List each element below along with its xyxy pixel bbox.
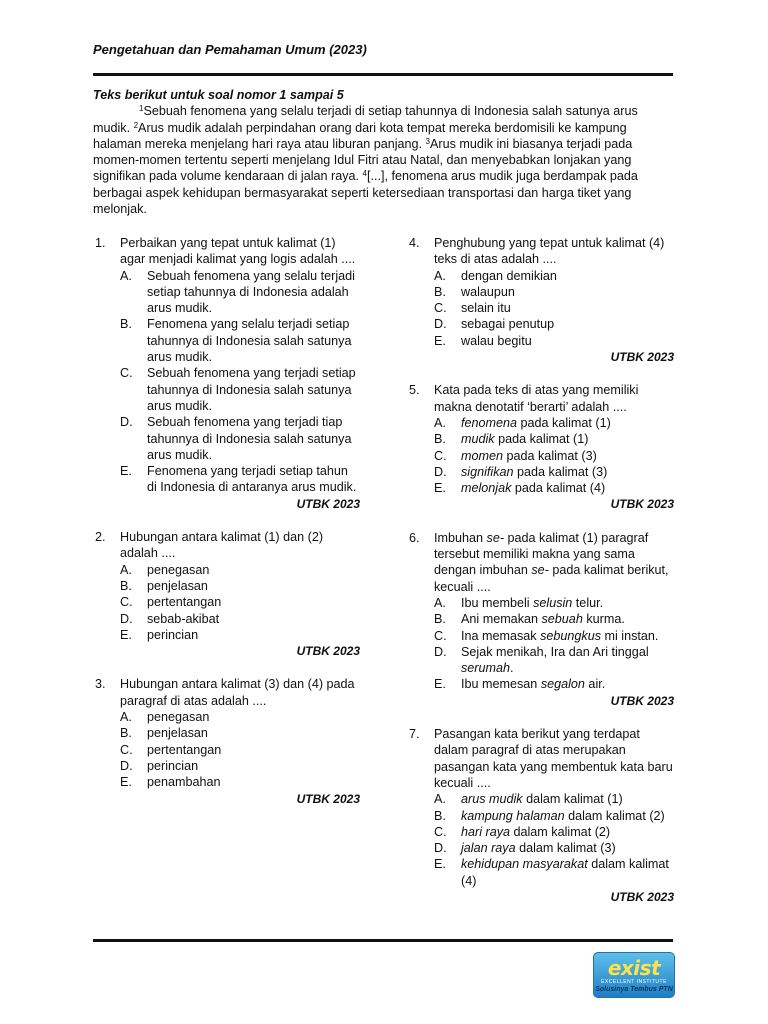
option-letter: A. <box>434 792 446 807</box>
passage-sentence-4: [...], fenomena arus mudik juga berdampak pada berbagai aspek kehidupan bermasyarakat seperti ketersediaan transportasi dan harga tiket yang melonjak. <box>93 169 638 217</box>
option-keyword: jalan raya <box>461 841 516 856</box>
option-letter: B. <box>120 726 132 741</box>
option-keyword: sebuah <box>541 612 583 627</box>
option-c[interactable] <box>434 448 674 464</box>
question-stem: Hubungan antara kalimat (3) dan (4) pada paragraf di atas adalah .... <box>120 677 355 708</box>
option-text: . <box>510 661 514 676</box>
option-c[interactable] <box>120 365 360 414</box>
option-text: pada kalimat (3) <box>513 464 608 479</box>
option-text: pertentangan <box>147 742 222 757</box>
question-stem: Pasangan kata berikut yang terdapat dalam paragraf di atas merupakan pasangan kata yang membentuk kata baru kecuali .... <box>434 727 673 790</box>
option-text: dalam kalimat (3) <box>515 841 616 856</box>
option-text: penambahan <box>147 775 221 790</box>
question-source: UTBK 2023 <box>610 497 674 512</box>
passage-sentence-1: Sebuah fenomena yang selalu terjadi di setiap tahunnya di Indonesia salah satunya arus mudik. <box>93 104 638 135</box>
option-letter: D. <box>120 611 133 626</box>
option-text: Ani memakan <box>461 612 542 627</box>
option-letter: E. <box>120 464 132 479</box>
question-number: 5. <box>409 383 420 398</box>
option-list <box>120 268 360 496</box>
option-text: walau begitu <box>461 333 532 348</box>
question-7 <box>409 726 674 905</box>
option-keyword: serumah <box>461 661 510 676</box>
option-text: dalam kalimat (4) <box>461 857 669 888</box>
question-6 <box>409 530 674 709</box>
option-letter: D. <box>434 841 447 856</box>
option-letter: E. <box>434 857 446 872</box>
exist-logo <box>593 952 675 998</box>
option-text: penjelasan <box>147 578 208 593</box>
option-e[interactable] <box>434 480 674 496</box>
option-letter: D. <box>434 644 447 659</box>
option-letter: E. <box>434 481 446 496</box>
option-c[interactable] <box>120 594 360 610</box>
option-list <box>434 415 674 496</box>
option-letter: D. <box>434 464 447 479</box>
option-letter: C. <box>120 595 133 610</box>
option-letter: C. <box>120 366 133 381</box>
sentence-number-3: 3 <box>425 136 430 146</box>
option-keyword: hari raya <box>461 824 510 839</box>
passage-body <box>93 103 673 217</box>
logo-subtitle: EXCELLENT INSTITUTE <box>601 979 667 985</box>
option-keyword: fenomena <box>461 415 518 430</box>
question-stem: Penghubung yang tepat untuk kalimat (4) teks di atas adalah .... <box>434 236 665 267</box>
option-e[interactable] <box>434 333 674 349</box>
question-number: 7. <box>409 727 420 742</box>
option-text: Ina memasak <box>461 628 541 643</box>
option-b[interactable] <box>120 725 360 741</box>
sentence-number-1: 1 <box>139 104 144 114</box>
stem-affix: se- <box>531 563 549 578</box>
footer-divider <box>93 939 673 942</box>
option-letter: B. <box>434 284 446 299</box>
option-keyword: melonjak <box>461 481 512 496</box>
option-e[interactable] <box>434 856 674 889</box>
question-stem <box>434 530 674 595</box>
option-list <box>120 709 360 790</box>
left-question-column <box>95 235 360 824</box>
option-letter: B. <box>120 578 132 593</box>
option-list <box>434 268 674 349</box>
right-question-column <box>409 235 674 922</box>
logo-wordmark: exist <box>607 956 661 980</box>
option-c[interactable] <box>434 628 674 644</box>
option-text: pertentangan <box>147 595 222 610</box>
option-a[interactable] <box>434 595 674 611</box>
question-1 <box>95 235 360 512</box>
option-letter: E. <box>434 333 446 348</box>
option-letter: B. <box>434 432 446 447</box>
stem-part: Imbuhan <box>434 530 487 545</box>
option-text: mi instan. <box>601 628 659 643</box>
option-b[interactable] <box>434 431 674 447</box>
option-b[interactable] <box>434 611 674 627</box>
option-letter: C. <box>434 628 447 643</box>
option-keyword: momen <box>461 448 503 463</box>
option-text: pada kalimat (1) <box>517 415 611 430</box>
question-number: 1. <box>95 236 106 250</box>
option-c[interactable] <box>120 742 360 758</box>
option-letter: C. <box>434 824 447 839</box>
option-b[interactable] <box>434 284 674 300</box>
option-keyword: kampung halaman <box>461 808 565 823</box>
option-text: air. <box>584 677 606 692</box>
option-text: pada kalimat (1) <box>494 432 589 447</box>
option-text: Fenomena yang selalu terjadi setiap tahunnya di Indonesia salah satunya arus mudik. <box>147 317 352 365</box>
option-text: Sejak menikah, Ira dan Ari tinggal <box>461 644 649 659</box>
option-text: kurma. <box>582 612 625 627</box>
option-letter: C. <box>434 301 447 316</box>
stem-part: pada kalimat (1) paragraf tersebut memiliki makna yang sama dengan imbuhan <box>434 530 649 578</box>
option-keyword: mudik <box>461 432 495 447</box>
stem-affix: se- <box>486 530 505 545</box>
option-letter: E. <box>434 677 446 692</box>
option-e[interactable] <box>434 676 674 692</box>
option-text: sebagai penutup <box>461 317 555 332</box>
option-letter: D. <box>120 758 133 773</box>
option-text: walaupun <box>461 284 515 299</box>
option-text: perincian <box>147 627 199 642</box>
option-letter: B. <box>434 612 446 627</box>
header-divider <box>93 73 673 76</box>
option-text: perincian <box>147 758 199 773</box>
question-source: UTBK 2023 <box>296 644 360 659</box>
option-keyword: selusin <box>533 595 573 610</box>
option-text: Sebuah fenomena yang terjadi setiap tahunnya di Indonesia salah satunya arus mudik. <box>147 366 356 413</box>
option-text: sebab-akibat <box>147 611 220 626</box>
option-d[interactable] <box>434 644 674 677</box>
question-4 <box>409 235 674 365</box>
option-keyword: segalon <box>540 677 585 692</box>
question-2 <box>95 529 360 659</box>
option-a[interactable] <box>434 791 674 807</box>
option-letter: C. <box>434 448 447 463</box>
sentence-number-2: 2 <box>133 120 139 130</box>
option-letter: B. <box>434 808 446 823</box>
option-text: dalam kalimat (1) <box>522 792 623 807</box>
option-text: Sebuah fenomena yang selalu terjadi setiap tahunnya di Indonesia adalah arus mudik. <box>147 268 355 316</box>
option-d[interactable] <box>120 414 360 463</box>
option-c[interactable] <box>434 300 674 316</box>
option-keyword: kehidupan masyarakat <box>461 857 588 872</box>
option-text: dalam kalimat (2) <box>510 824 611 839</box>
option-keyword: arus mudik <box>461 792 523 807</box>
option-letter: A. <box>120 268 132 283</box>
question-source: UTBK 2023 <box>296 791 360 806</box>
option-letter: A. <box>120 710 132 725</box>
passage-sentence-2: Arus mudik adalah perpindahan orang dari kota tempat mereka berdomisili ke kampung halaman mereka menjelang hari raya atau liburan panjang. <box>93 120 627 151</box>
option-letter: A. <box>434 595 446 610</box>
option-list <box>434 595 674 693</box>
option-text: pada kalimat (3) <box>503 448 597 463</box>
option-keyword: sebungkus <box>540 628 602 643</box>
option-letter: D. <box>120 415 133 430</box>
option-b[interactable] <box>434 808 674 824</box>
option-text: pada kalimat (4) <box>511 481 606 496</box>
option-list <box>120 562 360 643</box>
option-d[interactable] <box>120 611 360 627</box>
option-text: dalam kalimat (2) <box>564 808 665 823</box>
question-source: UTBK 2023 <box>610 350 674 365</box>
reading-passage <box>93 87 673 217</box>
option-keyword: signifikan <box>461 464 514 479</box>
option-d[interactable] <box>434 464 674 480</box>
option-letter: A. <box>434 415 446 430</box>
option-d[interactable] <box>434 316 674 332</box>
question-source: UTBK 2023 <box>610 693 674 708</box>
option-text: Ibu membeli <box>461 595 534 610</box>
option-a[interactable] <box>434 268 674 284</box>
option-text: dengan demikian <box>461 268 557 283</box>
option-text: selain itu <box>461 301 511 316</box>
option-c[interactable] <box>434 824 674 840</box>
question-source: UTBK 2023 <box>610 889 674 904</box>
question-number: 2. <box>95 530 106 545</box>
passage-sentence-3: Arus mudik ini biasanya terjadi pada momen-momen tertentu seperti menjelang Idul Fitri atau Natal, dan menyebabkan lonjakan yang signifikan pada volume kendaraan di jalan raya. <box>93 136 633 184</box>
option-e[interactable] <box>120 463 360 496</box>
option-text: penjelasan <box>147 726 208 741</box>
option-letter: A. <box>434 268 446 283</box>
question-stem: Hubungan antara kalimat (1) dan (2) adalah .... <box>120 530 324 561</box>
option-letter: A. <box>120 562 132 577</box>
question-5 <box>409 382 674 512</box>
option-a[interactable] <box>120 709 360 725</box>
sentence-number-4: 4 <box>362 169 367 179</box>
option-d[interactable] <box>434 840 674 856</box>
option-text: telur. <box>572 595 604 610</box>
option-text: penegasan <box>147 710 210 725</box>
option-letter: E. <box>120 627 132 642</box>
option-text: penegasan <box>147 562 210 577</box>
question-number: 3. <box>95 677 106 692</box>
question-number: 6. <box>409 530 420 545</box>
option-letter: B. <box>120 317 132 332</box>
stem-part: pada kalimat berikut, kecuali .... <box>434 563 669 594</box>
option-letter: E. <box>120 775 132 790</box>
option-d[interactable] <box>120 758 360 774</box>
option-text: Ibu memesan <box>461 677 541 692</box>
question-source: UTBK 2023 <box>296 496 360 511</box>
question-number: 4. <box>409 236 420 250</box>
page-header-title: Pengetahuan dan Pemahaman Umum (2023) <box>93 42 367 57</box>
logo-tagline: Solusinya Tembus PTN <box>595 986 673 993</box>
question-stem: Kata pada teks di atas yang memiliki makna denotatif ‘berarti’ adalah .... <box>434 383 639 414</box>
option-b[interactable] <box>120 316 360 365</box>
option-a[interactable] <box>120 562 360 578</box>
passage-title: Teks berikut untuk soal nomor 1 sampai 5 <box>93 88 344 102</box>
option-text: Sebuah fenomena yang terjadi tiap tahunnya di Indonesia salah satunya arus mudik. <box>147 415 352 462</box>
option-list <box>434 791 674 889</box>
question-stem: Perbaikan yang tepat untuk kalimat (1) agar menjadi kalimat yang logis adalah .... <box>120 236 356 267</box>
option-a[interactable] <box>434 415 674 431</box>
question-3 <box>95 676 360 806</box>
option-a[interactable] <box>120 268 360 317</box>
option-letter: D. <box>434 317 447 332</box>
option-b[interactable] <box>120 578 360 594</box>
option-letter: C. <box>120 742 133 757</box>
option-e[interactable] <box>120 774 360 790</box>
option-e[interactable] <box>120 627 360 643</box>
option-text: Fenomena yang terjadi setiap tahun di Indonesia di antaranya arus mudik. <box>147 464 357 495</box>
